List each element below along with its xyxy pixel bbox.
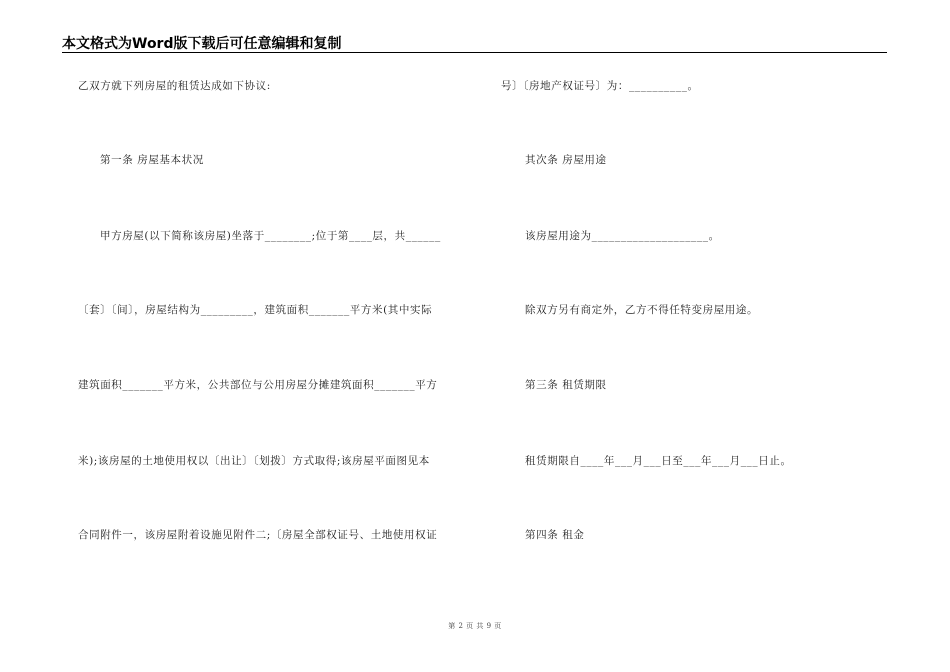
paragraph-line: 甲方房屋(以下简称该房屋)坐落于________;位于第____层，共______ <box>100 230 441 242</box>
section-heading: 第三条 租赁期限 <box>525 379 607 391</box>
section-heading: 第四条 租金 <box>525 529 585 541</box>
section-heading: 其次条 房屋用途 <box>525 154 607 166</box>
paragraph-line: 米);该房屋的土地使用权以〔出让〕〔划拨〕方式取得;该房屋平面图见本 <box>78 455 430 467</box>
paragraph-line: 合同附件一，该房屋附着设施见附件二;〔房屋全部权证号、土地使用权证 <box>78 529 438 541</box>
paragraph-line: 号〕〔房地产权证号〕为：__________。 <box>501 80 699 92</box>
paragraph-line: 〔套〕〔间〕，房屋结构为_________，建筑面积_______平方米(其中实际 <box>78 304 433 316</box>
document-header-title: 本文格式为Word版下载后可任意编辑和复制 <box>62 36 342 52</box>
paragraph-line: 该房屋用途为____________________。 <box>525 230 720 242</box>
header-divider <box>62 52 887 53</box>
paragraph-line: 除双方另有商定外，乙方不得任特变房屋用途。 <box>525 304 759 316</box>
paragraph-line: 租赁期限自____年___月___日至___年___月___日止。 <box>525 455 792 467</box>
paragraph-line: 乙双方就下列房屋的租赁达成如下协议: <box>78 80 271 92</box>
section-heading: 第一条 房屋基本状况 <box>100 154 204 166</box>
paragraph-line: 建筑面积_______平方米，公共部位与公用房屋分摊建筑面积_______平方 <box>78 379 438 391</box>
page-number: 第 2 页 共 9 页 <box>448 622 502 630</box>
